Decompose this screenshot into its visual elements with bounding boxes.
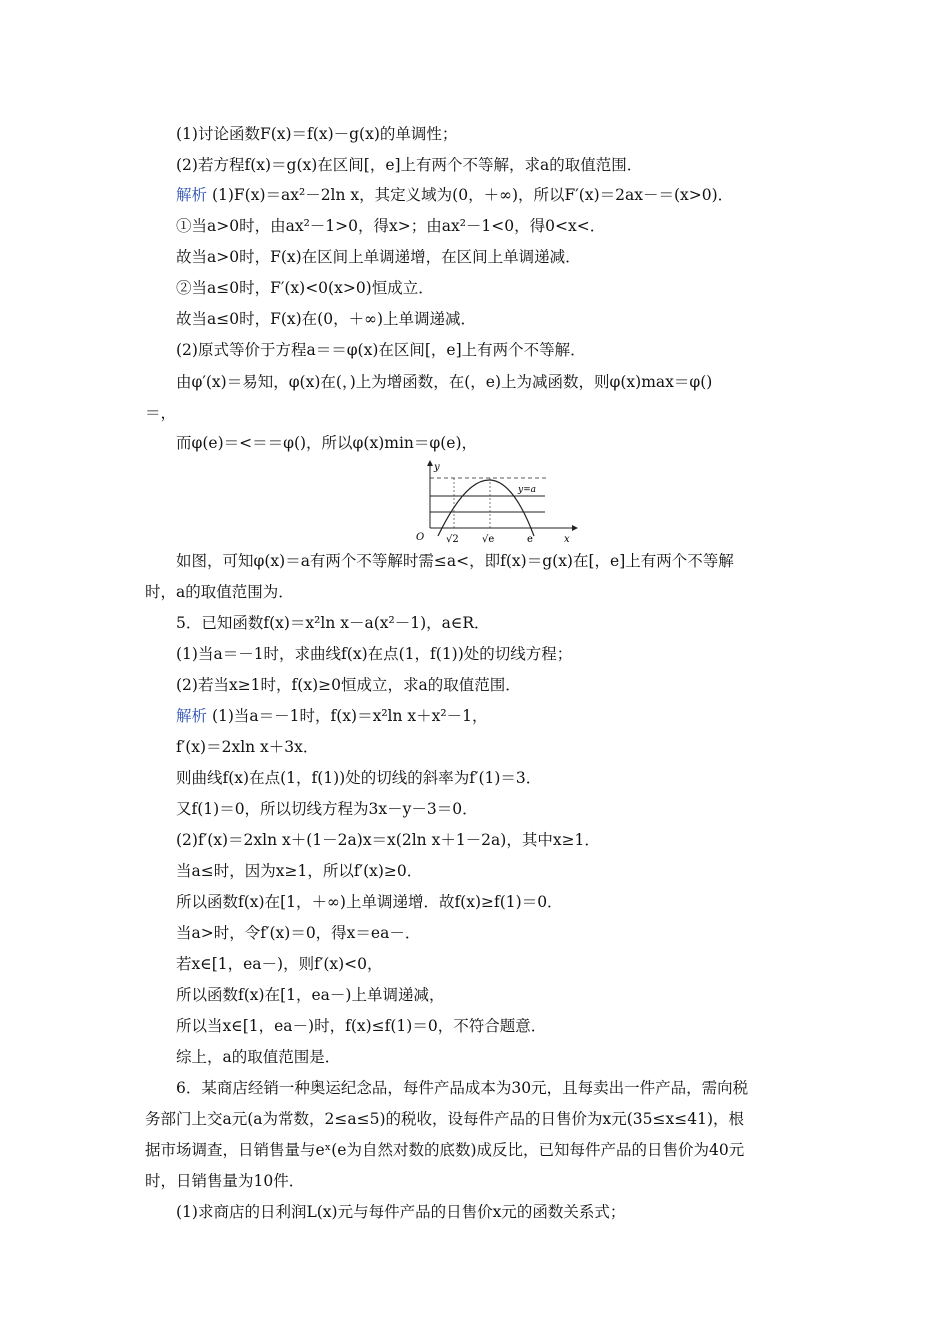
text-line: 务部门上交a元(a为常数，2≤a≤5)的税收，设每件产品的日售价为x元(35≤x≤41)，根 [145,1110,745,1128]
text-line: 若x∈[1，ea－)，则f′(x)<0， [176,955,383,973]
text-line: (2)原式等价于方程a＝＝φ(x)在区间[，e]上有两个不等解． [176,341,586,359]
text-line: 当a≤时，因为x≥1，所以f′(x)≥0． [176,862,423,880]
text-line-body: (1)当a＝－1时，f(x)＝x²ln x＋x²－1， [211,707,488,725]
text-line: 而φ(e)＝<＝＝φ()，所以φ(x)min＝φ(e)， [176,434,478,452]
tick-label-sqrte: √e [482,534,495,545]
text-line: 如图，可知φ(x)＝a有两个不等解时需≤a<，即f(x)＝g(x)在[，e]上有两个不等解 [176,552,734,570]
text-line: 当a>时，令f′(x)＝0，得x＝ea－． [176,924,421,942]
text-line: 由φ′(x)＝易知，φ(x)在(，)上为增函数，在(，e)上为减函数，则φ(x)max＝φ() [176,373,713,391]
text-line: (2)若方程f(x)＝g(x)在区间[，e]上有两个不等解，求a的取值范围． [176,156,643,174]
analysis-label: 解析 [176,707,208,725]
function-graph-figure [400,458,580,546]
text-line [176,705,487,727]
question-5: 5．已知函数f(x)＝x²ln x－a(x²－1)，a∈R． [176,614,490,632]
origin-label: O [416,532,425,543]
text-line: 所以当x∈[1，ea－)时，f(x)≤f(1)＝0，不符合题意． [176,1017,547,1035]
text-line: 所以函数f(x)在[1，ea－)上单调递减， [176,986,445,1004]
text-line: 据市场调查，日销售量与eˣ(e为自然对数的底数)成反比，已知每件产品的日售价为40元 [145,1141,745,1159]
question-6: 6．某商店经销一种奥运纪念品，每件产品成本为30元，且每卖出一件产品，需向税 [176,1079,749,1097]
text-line: 时，日销售量为10件． [145,1172,305,1190]
axis-y-label: y [434,462,440,473]
text-line: 又f(1)＝0，所以切线方程为3x－y－3＝0． [176,800,478,818]
x-axis-arrow [572,525,578,531]
text-line: ①当a>0时，由ax²－1>0，得x>；由ax²－1<0，得0<x<． [176,217,606,235]
text-line: (1)讨论函数F(x)＝f(x)－g(x)的单调性； [176,125,458,143]
text-line: 所以函数f(x)在[1，＋∞)上单调递增．故f(x)≥f(1)＝0． [176,893,563,911]
curve-label: y=a [518,485,536,495]
text-line: (2)若当x≥1时，f(x)≥0恒成立，求a的取值范围． [176,676,521,694]
y-axis-arrow [427,460,433,466]
text-line: (1)当a＝－1时，求曲线f(x)在点(1，f(1))处的切线方程； [176,645,573,663]
text-line: 故当a>0时，F(x)在区间上单调递增，在区间上单调递减． [176,248,581,266]
analysis-label: 解析 [176,186,208,204]
text-line-body: (1)F(x)＝ax²－2ln x，其定义域为(0，＋∞)，所以F′(x)＝2ax－＝(x>0)． [211,186,734,204]
text-line: 综上，a的取值范围是． [176,1048,341,1066]
text-line: 时，a的取值范围为． [145,583,294,601]
text-line: ②当a≤0时，F′(x)<0(x>0)恒成立． [176,279,434,297]
text-line: (2)f′(x)＝2xln x＋(1－2a)x＝x(2ln x＋1－2a)，其中x≥1． [176,831,600,849]
text-line: 则曲线f(x)在点(1，f(1))处的切线的斜率为f′(1)＝3． [176,769,542,787]
axis-x-label: x [564,534,570,545]
text-line: 故当a≤0时，F(x)在(0，＋∞)上单调递减． [176,310,477,328]
text-line: ＝， [145,404,177,422]
tick-label-sqrt2: √2 [446,534,459,545]
graph-svg [400,458,580,546]
text-line: (1)求商店的日利润L(x)元与每件产品的日售价x元的函数关系式； [176,1203,626,1221]
tick-label-e: e [527,534,533,545]
text-line [176,184,733,206]
text-line: f′(x)＝2xln x＋3x． [176,738,319,756]
